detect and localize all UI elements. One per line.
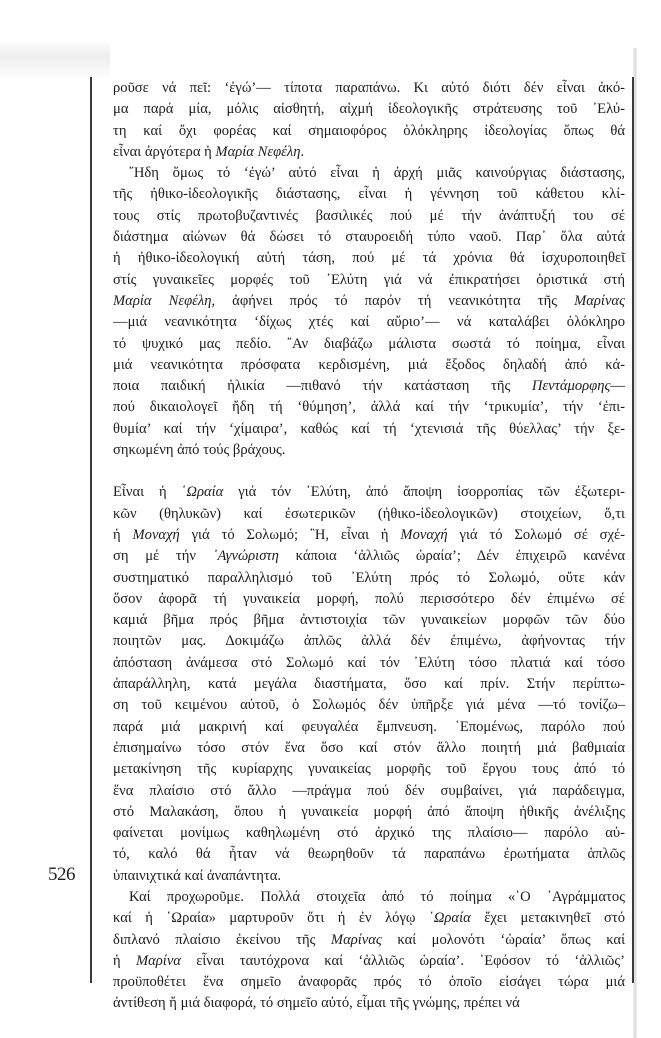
text-run: φαίνεται μονίμως καθηλωμένη στό ἀρχικό της πλαίσιο— παρόλο αὐ- — [113, 825, 625, 842]
text-run: μιά νεανικότητα πρόσφατα κερδισμένη, μιά ἔξοδος δηλαδή ἀπό κά- — [113, 356, 625, 373]
text-line — [113, 334, 625, 355]
text-run: κάποια ‘ἀλλιῶς ὡραία’; Δέν ἐπιχειρῶ κανένα — [278, 548, 625, 565]
text-run: τό, καλό θά ἦταν νά θεωρηθοῦν τά παραπάνω ἐρωτήματα ἁπλῶς — [113, 846, 625, 863]
text-run: ση τοῦ κειμένου αὐτοῦ, ὁ Σολωμός δέν ὑπῆρξε γιά μένα —τό τονίζω– — [113, 697, 625, 714]
text-line — [113, 376, 625, 397]
text-line — [113, 440, 625, 461]
text-line — [113, 993, 625, 1014]
italic-title: Μαρία Νεφέλη — [215, 143, 301, 160]
text-line — [113, 653, 625, 674]
text-run: ση μέ τήν — [113, 548, 213, 565]
text-run: μετακίνηση τῆς κυρίαρχης γυναικείας μορφῆς τοῦ ἔργου τους ἀπό τό — [113, 761, 625, 778]
text-line — [113, 759, 625, 780]
text-run: ροῦσε νά πεῖ: ‘ἐγώ’— τίποτα παραπάνω. Κι αὐτό διότι δέν εἶναι ἀκό- — [113, 80, 625, 96]
text-run: τῆς ἠθικο-ἰδεολογικῆς διάστασης, εἶναι ἡ γέννηση τοῦ κάθετου κλί- — [113, 186, 625, 203]
text-run: —μιά νεανικότητα ‘δίχως χτές καί αὔριο’— νά καταλάβει ὁλόκληρο — [113, 314, 625, 331]
text-line — [113, 674, 625, 695]
text-run: ὑπαινιχτικά καί ἀναπάντητα. — [113, 867, 282, 884]
italic-title: ᾿Αγνώριστη — [212, 548, 279, 565]
paragraph — [113, 887, 625, 1015]
text-run: ὅσον ἀφορᾶ τή γυναικεία μορφή, πολύ περισσότερο δέν ἐπιμένω σέ — [113, 590, 625, 607]
text-run: ἀπαράλληλη, κατά μεγάλα διαστήματα, ὅσο καί πρίν. Στήν περίπτω- — [113, 676, 625, 693]
text-line — [113, 270, 625, 291]
text-run: στίς γυναικεῖες μορφές τοῦ ᾿Ελύτη γιά νά ἐπικρατήσει ὁριστικά στή — [113, 271, 625, 288]
text-line — [113, 610, 625, 631]
text-run: καμιά βῆμα πρός βῆμα ἀντιστοιχία τῶν γυναικείων μορφῶν τῶν δύο — [113, 612, 625, 629]
text-run: καί μολονότι ‘ὡραία’ ὅπως καί — [381, 931, 625, 948]
text-run: Εἶναι ἡ — [113, 484, 182, 501]
text-line — [113, 951, 625, 972]
text-run: εἶναι ἀργότερα ἡ — [113, 143, 216, 160]
text-line — [113, 738, 625, 759]
text-line — [113, 312, 625, 333]
text-run: ἡ — [113, 526, 133, 543]
text-line — [113, 972, 625, 993]
text-run: Καί προχωροῦμε. Πολλά στοιχεῖα ἀπό τό ποίημα «῾Ο ᾿Αγράμματος — [129, 888, 625, 905]
text-line — [113, 291, 625, 312]
text-line — [113, 248, 625, 269]
text-run: ἀπόσταση ἀνάμεσα στό Σολωμό καί τόν ᾿Ελύτη τόσο πλατιά καί τόσο — [113, 654, 625, 671]
text-line — [113, 887, 625, 908]
text-line — [113, 844, 625, 865]
scan-shadow — [0, 40, 110, 80]
text-line — [113, 397, 625, 418]
right-margin-rule — [632, 77, 634, 983]
text-line — [113, 866, 625, 887]
text-run: εἶναι ταυτόχρονα καί ‘ἀλλιῶς ὡραία’. ᾿Εφόσον τό ‘ἀλλιῶς’ — [180, 952, 626, 969]
text-run: ἕνα πλαίσιο στό ἄλλο —πράγμα πού δέν συμβαίνει, γιά παράδειγμα, — [113, 782, 625, 799]
page-number: 526 — [48, 864, 75, 885]
text-run: ἡ ἠθικο-ἰδεολογική αὐτή τάση, πού μέ τά χρόνια θά ἰσχυροποιηθεῖ — [113, 250, 625, 267]
text-run: ἐπισημαίνω τόσο στόν ἕνα ὅσο καί στόν ἄλλο ποιητή μιά βαθμιαία — [113, 739, 625, 756]
text-run: μα παρά μία, μόλις αἰσθητή, αἰχμή ἰδεολογικῆς στράτευσης τοῦ ᾿Ελύ- — [113, 101, 625, 118]
text-run: ἔχει μετακινηθεῖ στό — [470, 910, 626, 927]
text-line — [113, 908, 625, 929]
text-line — [113, 930, 625, 951]
text-run: προϋποθέτει ἕνα σημεῖο ἀναφορᾶς πρός τό ὁποῖο εἰσάγει τώρα μιά — [113, 974, 625, 991]
text-run: γιά τόν ᾿Ελύτη, ἀπό ἄποψη ἰσορροπίας τῶν ἐξωτερι- — [223, 484, 625, 501]
text-line — [113, 631, 625, 652]
paragraph — [113, 482, 625, 887]
text-run: παρά μιά μακρινή καί φευγαλέα ἔμπνευση. ῾Επομένως, παρόλο πού — [113, 718, 625, 735]
italic-title: Μοναχή — [400, 526, 448, 543]
text-line — [113, 99, 625, 120]
italic-title: Μαρίνας — [574, 292, 625, 309]
text-run: διπλανό πλαίσιο ἐκείνου τῆς — [113, 931, 331, 948]
text-run: τη καί ὄχι φορέας καί σημαιοφόρος ὁλόκληρης ἰδεολογίας ὅπως θά — [113, 122, 625, 139]
text-line — [113, 227, 625, 248]
text-run: καί ἡ ῾Ωραία» μαρτυροῦν ὅτι ἡ ἐν λόγῳ — [113, 910, 430, 927]
left-margin-rule — [90, 77, 92, 983]
text-run: ποια παιδική ἡλικία —πιθανό τήν κατάσταση τῆς — [113, 378, 532, 395]
text-run: ποιητῶν μας. Δοκιμάζω ἁπλῶς ἀλλά δέν ἐπιμένω, ἀφήνοντας τήν — [113, 633, 625, 650]
text-line — [113, 695, 625, 716]
text-line — [113, 589, 625, 610]
text-line — [113, 142, 625, 163]
text-run: . — [300, 143, 305, 160]
text-run: θυμία’ καί τήν ‘χίμαιρα’, καθώς καί τή ‘χτενισιά τῆς θύελλας’ τήν ξε- — [113, 420, 625, 437]
paragraph — [113, 78, 625, 163]
text-run: ἡ — [113, 952, 136, 969]
text-line — [113, 781, 625, 802]
italic-title: ῾Ωραία — [429, 910, 471, 927]
italic-title: Μοναχή — [132, 526, 180, 543]
paragraph — [113, 163, 625, 461]
text-line — [113, 163, 625, 184]
text-line — [113, 482, 625, 503]
text-line — [113, 802, 625, 823]
text-run: ἀντίθεση ἤ μιά διαφορά, τό σημεῖο αὐτό, εἶμαι τῆς γνώμης, πρέπει νά — [113, 995, 520, 1012]
italic-title: Μαρίνας — [330, 931, 382, 948]
text-run: ῎Ηδη ὅμως τό ‘ἐγώ’ αὐτό εἶναι ἡ ἀρχή μιᾶς καινούργιας διάστασης, — [129, 165, 625, 182]
page-edge-shadow — [633, 48, 637, 1038]
text-run: διάστημα αἰώνων θά δώσει τό σταυροειδή τύπο ναοῦ. Παρ᾿ ὅλα αὐτά — [113, 229, 625, 246]
italic-title: Μαρία Νεφέλη — [113, 292, 212, 309]
text-run: τό ψυχικό μας πεδίο. ῎Αν διαβάζω μάλιστα σωστά τό ποίημα, εἶναι — [113, 335, 625, 352]
text-line — [113, 546, 625, 567]
italic-title: Μαρίνα — [135, 952, 181, 969]
body-text — [113, 78, 625, 1015]
text-line — [113, 355, 625, 376]
text-line — [113, 206, 625, 227]
text-run: γιά τό Σολωμό; ῍Η, εἶναι ἡ — [179, 526, 401, 543]
text-line — [113, 525, 625, 546]
text-run: πού δικαιολογεῖ ἤδη τή ‘θύμηση’, ἀλλά καί τήν ‘τρικυμία’, τήν ‘ἐπι- — [113, 399, 625, 416]
italic-title: ῾Ωραία — [181, 484, 224, 501]
text-line — [113, 121, 625, 142]
text-line — [113, 823, 625, 844]
text-line — [113, 717, 625, 738]
italic-title: Πεντάμορφης — [531, 378, 611, 395]
text-run: τους στίς πρωτοβυζαντινές βασιλικές πού μέ τήν ἀνάπτυξή του σέ — [113, 207, 625, 224]
text-run: γιά τό Σολωμό σέ σχέ- — [447, 526, 625, 543]
text-line — [113, 504, 625, 525]
text-run: — — [610, 378, 625, 395]
text-line — [113, 419, 625, 440]
text-line — [113, 568, 625, 589]
text-run: συστηματικό παραλληλισμό τοῦ ᾿Ελύτη πρός τό Σολωμό, οὔτε κάν — [113, 569, 625, 586]
text-line — [113, 78, 625, 99]
text-run: , ἀφήνει πρός τό παρόν τή νεανικότητα τῆς — [211, 292, 575, 309]
text-run: στό Μαλακάση, ὅπου ἡ γυναικεία μορφή ἀπό ἄποψη ἠθικῆς ἀνέλιξης — [113, 803, 625, 820]
text-run: κῶν (θηλυκῶν) καί ἐσωτερικῶν (ἠθικο-ἰδεολογικῶν) στοιχείων, ὅ,τι — [113, 505, 625, 522]
text-run: σηκωμένη ἀπό τούς βράχους. — [113, 442, 286, 459]
text-line — [113, 184, 625, 205]
